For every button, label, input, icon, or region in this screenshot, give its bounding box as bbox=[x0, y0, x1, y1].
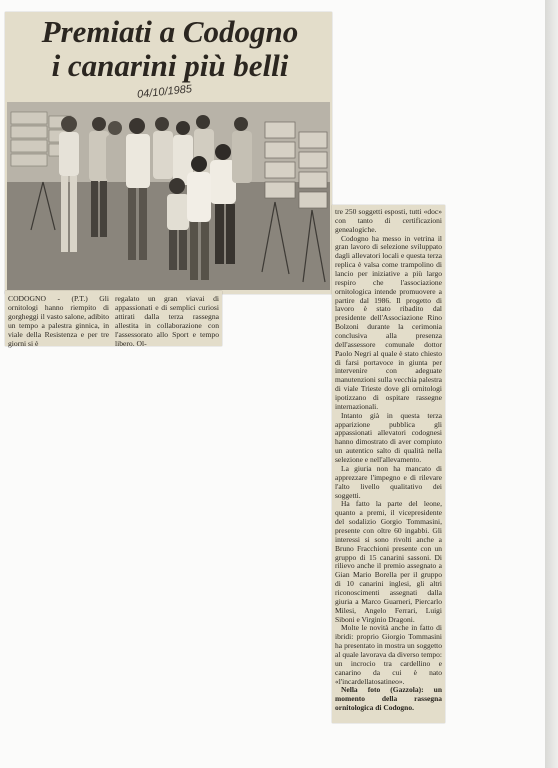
paragraph-4: La giuria non ha mancato di apprezzare l'impegno e di rilevare l'alto livello qualitativo dei soggetti. bbox=[335, 463, 442, 500]
handwritten-date: 04/10/1985 bbox=[136, 83, 193, 101]
paragraph-5: Ha fatto la parte del leone, quanto a premi, il vicepresidente del sodalizio Gorgio Tommasini, presente con oltre 60 ingabbi. Gli interessi si sono rivolti anche a Bruno Fracchioni presente con un gruppo di 15 canarini sassoni. Di rilievo anche il premio assegnato a Gian Mario Borella per il gruppo di 10 canarini inglesi, gli altri riconoscimenti assegnati dalla giuria a Marco Guarneri, Piercarlo Milesi, Angelo Ferrari, Luigi Siboni e Virginio Dragoni. bbox=[335, 499, 442, 624]
paragraph-1: tre 250 soggetti esposti, tutti «doc» con tanto di certificazioni genealogiche. bbox=[335, 207, 442, 234]
news-photo bbox=[7, 102, 330, 290]
headline: Premiati a Codogno i canarini più belli bbox=[41, 14, 299, 83]
intro-clipping bbox=[5, 291, 222, 349]
sheet-edge-shadow bbox=[545, 0, 558, 768]
paragraph-6: Molte le novità anche in fatto di ibridi: proprio Giorgio Tommasini ha presentato in mostra un soggetto al quale lavorava da diverso tempo: un incrocio tra cardellino e canarino da cui è nato «l'incardellatosatineo». bbox=[335, 623, 442, 686]
continuation-clipping bbox=[332, 205, 445, 723]
intro-column-2: regalato un gran viavai di appassionati e di semplici curiosi attirati dalla terza rassegna allestita in collaborazione con l'assessorato allo Sport e tempo libero. Ol- bbox=[115, 294, 219, 349]
paragraph-3: Intanto già in questa terza apparizione pubblica gli appassionati allevatori codognesi hanno dimostrato di aver compiuto un autentico salto di qualità nella selezione e nell'allevamento. bbox=[335, 410, 442, 465]
paragraph-2: Codogno ha messo in vetrina il gran lavoro di selezione sviluppato dagli allevatori locali e questa terza replica è valsa come trampolino di lancio per iniziative a più largo respiro che l'associazione ornitologica intende promuovere a partire dal 1986. Il progetto di lavoro è stato ribadito dal presidente dell'Associazione Rino Bolzoni durante la cerimonia conclusiva alla presenza dell'assessore comunale dottor Paolo Negri al quale è stato chiesto di farsi portavoce in giunta per intervenire con adeguate manutenzioni sulla vecchia palestra di viale Trieste dove gli ornitologi ipotizzano di ospitare rassegne internazionali. bbox=[335, 233, 442, 411]
intro-column-1: CODOGNO - (P.T.) Gli ornitologi hanno riempito di gorgheggi il vasto salone, adibito un tempo a palestra ginnica, in viale della Resistenza e per tre giorni si è bbox=[8, 294, 109, 349]
photo-group-of-people-icon bbox=[7, 102, 330, 290]
photo-caption: Nella foto (Gazzola): un momento della rassegna ornitologica di Codogno. bbox=[335, 685, 442, 713]
continuation-column bbox=[335, 208, 442, 713]
headline-clipping bbox=[5, 12, 332, 294]
